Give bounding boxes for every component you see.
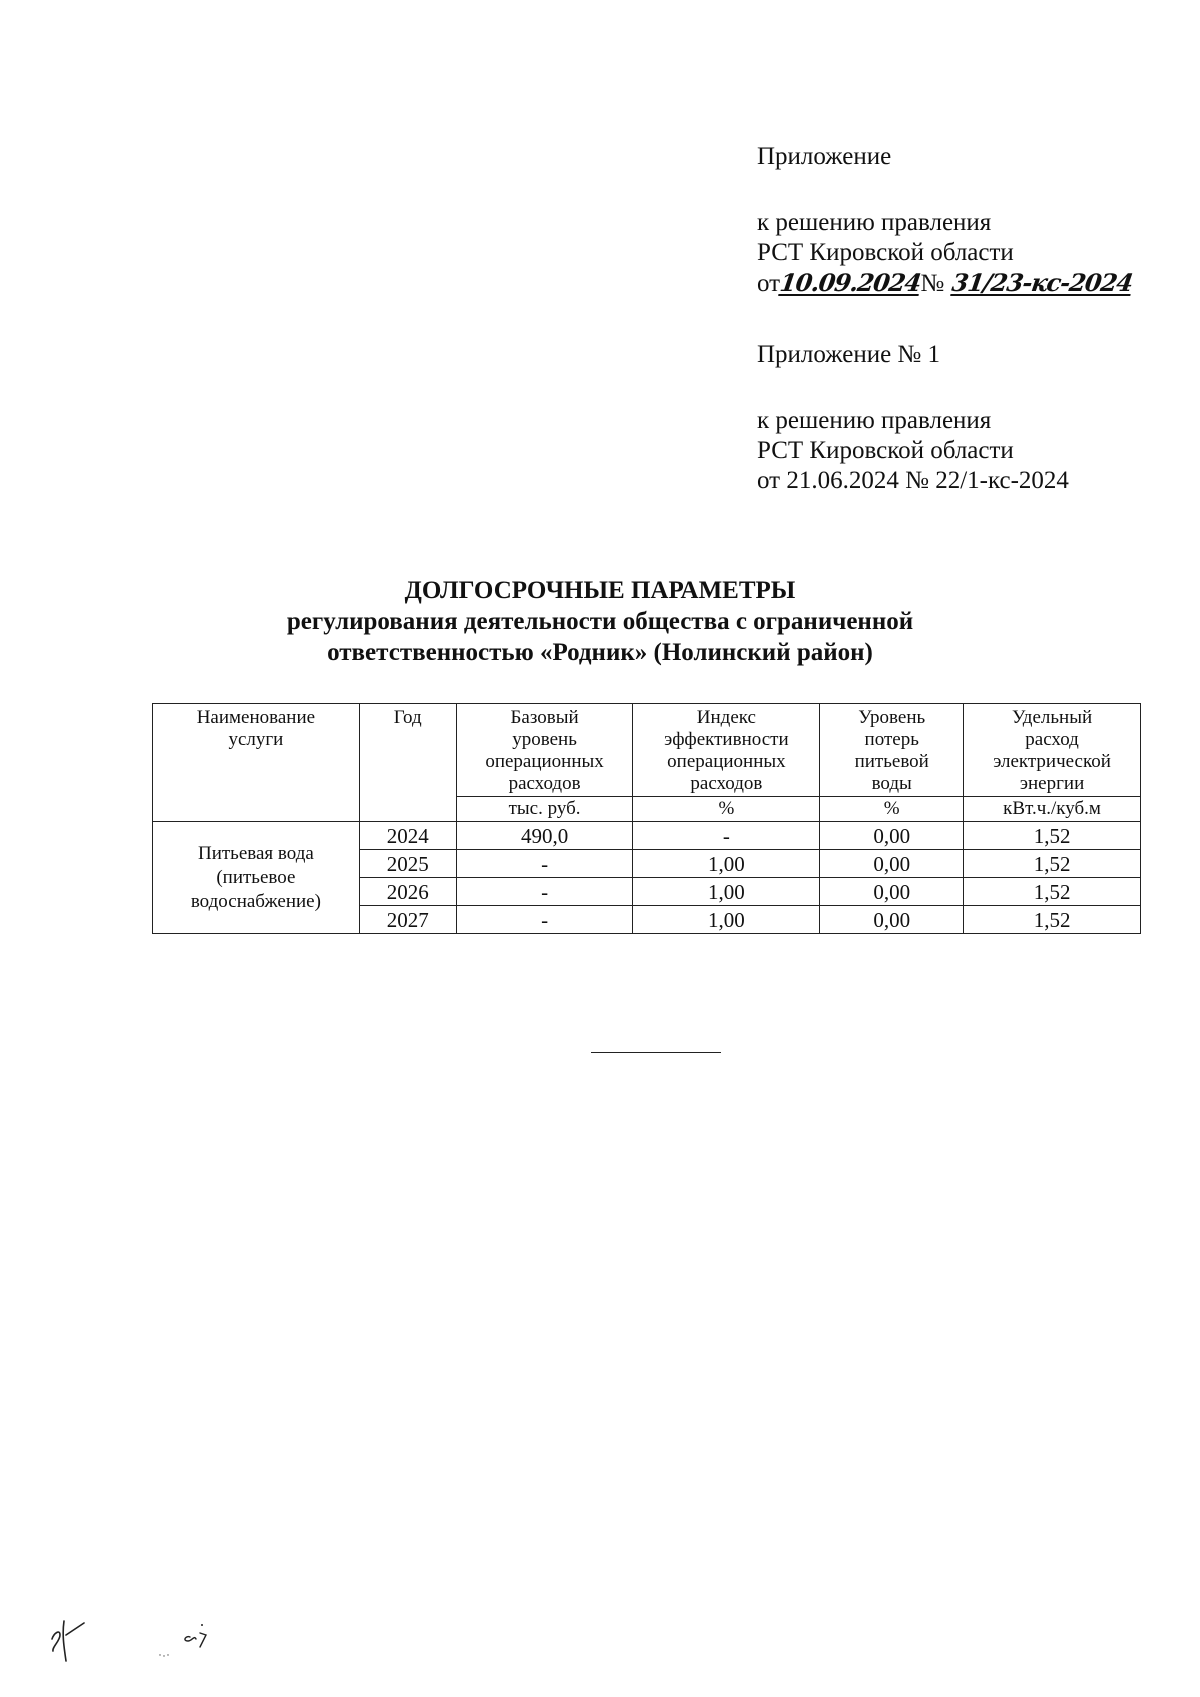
cell-index: 1,00: [633, 850, 820, 878]
handwritten-date: 10.09.2024: [778, 268, 923, 297]
cell-year: 2026: [359, 878, 456, 906]
appendix-1-reference: [757, 406, 1069, 496]
cell-base: -: [456, 906, 633, 934]
appendix-1-heading: [757, 340, 940, 370]
cell-year: 2027: [359, 906, 456, 934]
number-label: №: [920, 270, 945, 297]
cell-losses: 0,00: [820, 822, 964, 850]
header-energy-consumption: Удельный расход электрической энергии: [964, 704, 1141, 797]
cell-year: 2025: [359, 850, 456, 878]
handwritten-number: 31/23-кс-2024: [950, 268, 1135, 297]
appendix-1-line-3: от 21.06.2024 № 22/1-кс-2024: [757, 467, 1069, 494]
signature-icon: [40, 1595, 240, 1665]
appendix-title: Приложение: [757, 143, 892, 170]
table-row: [153, 822, 1141, 850]
header-year: Год: [359, 704, 456, 822]
unit-index: %: [633, 797, 820, 822]
appendix-line-1: к решению правления: [757, 209, 992, 236]
cell-year: 2024: [359, 822, 456, 850]
cell-energy: 1,52: [964, 878, 1141, 906]
unit-energy: кВт.ч./куб.м: [964, 797, 1141, 822]
appendix-1-line-2: РСТ Кировской области: [757, 437, 1014, 464]
appendix-date-number-line: [757, 268, 1135, 299]
appendix-1-line-1: к решению правления: [757, 407, 992, 434]
cell-index: 1,00: [633, 878, 820, 906]
header-efficiency-index: Индекс эффективности операционных расходов: [633, 704, 820, 797]
parameters-table: [152, 703, 1141, 934]
document-title: [0, 575, 1200, 668]
from-label: от: [757, 270, 781, 297]
table-header-row: [153, 704, 1141, 797]
closing-divider: [591, 1052, 721, 1053]
cell-energy: 1,52: [964, 822, 1141, 850]
title-line-2: регулирования деятельности общества с ограниченной: [286, 608, 914, 635]
appendix-heading: [757, 142, 891, 172]
header-water-losses: Уровень потерь питьевой воды: [820, 704, 964, 797]
title-line-3: ответственностью «Родник» (Нолинский район): [327, 639, 873, 666]
cell-energy: 1,52: [964, 906, 1141, 934]
unit-base: тыс. руб.: [456, 797, 633, 822]
cell-losses: 0,00: [820, 878, 964, 906]
cell-base: 490,0: [456, 822, 633, 850]
cell-base: -: [456, 878, 633, 906]
appendix-reference: [757, 208, 1135, 299]
service-name-cell: Питьевая вода (питьевое водоснабжение): [153, 822, 360, 934]
unit-losses: %: [820, 797, 964, 822]
header-base-level: Базовый уровень операционных расходов: [456, 704, 633, 797]
title-line-1: ДОЛГОСРОЧНЫЕ ПАРАМЕТРЫ: [404, 577, 796, 604]
cell-index: -: [633, 822, 820, 850]
cell-losses: 0,00: [820, 850, 964, 878]
appendix-line-2: РСТ Кировской области: [757, 239, 1014, 266]
cell-energy: 1,52: [964, 850, 1141, 878]
cell-index: 1,00: [633, 906, 820, 934]
appendix-1-title: Приложение № 1: [757, 341, 941, 368]
header-service: Наименование услуги: [153, 704, 360, 822]
cell-base: -: [456, 850, 633, 878]
cell-losses: 0,00: [820, 906, 964, 934]
